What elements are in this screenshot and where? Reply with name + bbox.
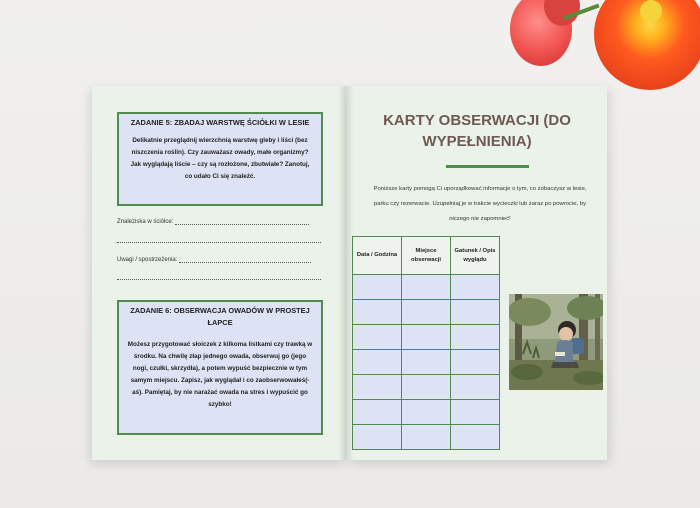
table-row bbox=[353, 275, 500, 300]
table-cell[interactable] bbox=[451, 325, 500, 350]
right-page bbox=[346, 86, 607, 460]
table-row bbox=[353, 375, 500, 400]
table-cell[interactable] bbox=[402, 300, 451, 325]
title-divider bbox=[446, 165, 529, 168]
task-5-body: Delikatnie przeglądnij wierzchnią warstwę gleby i liści (bez niszczenia roślin). Czy zauważasz owady, małe organizmy? Jak wyglądają liście – czy są rozłożone, zbutwiałe? Zanotuj, co udało Ci się znaleźć. bbox=[130, 137, 310, 180]
task-6-body: Możesz przygotować słoiczek z kilkoma listkami czy trawką w środku. Na chwilę złap jednego owada, obserwuj go (jego nogi, czułki, skrzydła), a potem wypuść bezpiecznie w tym samym miejscu. Zapisz, jak wyglądał i co zaobserwowałeś(-aś). Pamiętaj, by nie narażać owada na stres i wypuścić go szybko! bbox=[127, 341, 313, 408]
field-notes-label: Uwagi / spostrzeżenia: bbox=[117, 257, 178, 263]
field-findings bbox=[117, 217, 309, 225]
table-cell[interactable] bbox=[353, 400, 402, 425]
left-page bbox=[92, 86, 346, 460]
task-5-box bbox=[117, 112, 323, 206]
table-cell[interactable] bbox=[451, 300, 500, 325]
task-5-title: ZADANIE 5: ZBADAJ WARSTWĘ ŚCIÓŁKI W LESIE bbox=[130, 118, 310, 127]
header-date: Data / Godzina bbox=[353, 237, 402, 275]
table-cell[interactable] bbox=[402, 375, 451, 400]
child-in-forest-illustration bbox=[509, 294, 603, 390]
field-notes-input[interactable] bbox=[179, 255, 311, 263]
table-cell[interactable] bbox=[353, 375, 402, 400]
table-cell[interactable] bbox=[451, 375, 500, 400]
table-cell[interactable] bbox=[402, 425, 451, 450]
table-cell[interactable] bbox=[353, 350, 402, 375]
observation-table bbox=[352, 236, 500, 450]
header-place: Miejsce obserwacji bbox=[402, 237, 451, 275]
table-cell[interactable] bbox=[353, 275, 402, 300]
booklet bbox=[92, 86, 607, 460]
table-row bbox=[353, 350, 500, 375]
table-cell[interactable] bbox=[451, 425, 500, 450]
table-cell[interactable] bbox=[353, 300, 402, 325]
table-cell[interactable] bbox=[402, 275, 451, 300]
table-cell[interactable] bbox=[353, 425, 402, 450]
table-cell[interactable] bbox=[353, 325, 402, 350]
field-findings-input[interactable] bbox=[175, 217, 309, 225]
table-cell[interactable] bbox=[402, 325, 451, 350]
table-row bbox=[353, 425, 500, 450]
task-6-title: ZADANIE 6: OBSERWACJA OWADÓW W PROSTEJ ŁAPCE bbox=[130, 306, 310, 327]
page-title: KARTY OBSERWACJI (DO WYPEŁNIENIA) bbox=[383, 112, 571, 150]
table-cell[interactable] bbox=[451, 275, 500, 300]
table-row bbox=[353, 400, 500, 425]
field-notes-line-2[interactable] bbox=[117, 279, 321, 280]
field-notes bbox=[117, 255, 311, 263]
field-findings-line-2[interactable] bbox=[117, 242, 321, 243]
table-cell[interactable] bbox=[402, 350, 451, 375]
table-cell[interactable] bbox=[451, 350, 500, 375]
table-cell[interactable] bbox=[402, 400, 451, 425]
header-species: Gatunek / Opis wyglądu bbox=[451, 237, 500, 275]
table-cell[interactable] bbox=[451, 400, 500, 425]
task-6-box bbox=[117, 300, 323, 435]
intro-text: Poniższe karty pomogą Ci uporządkować informacje o tym, co zobaczysz w lesie, parku czy rezerwacie. Uzupełniaj je w trakcie wycieczki lub zaraz po powrocie, by niczego nie zapomnieć! bbox=[373, 186, 587, 222]
booklet-fold bbox=[338, 86, 354, 460]
table-row bbox=[353, 325, 500, 350]
table-row bbox=[353, 300, 500, 325]
field-findings-label: Znaleziska w ściółce: bbox=[117, 219, 174, 225]
flower-decoration bbox=[500, 0, 700, 90]
